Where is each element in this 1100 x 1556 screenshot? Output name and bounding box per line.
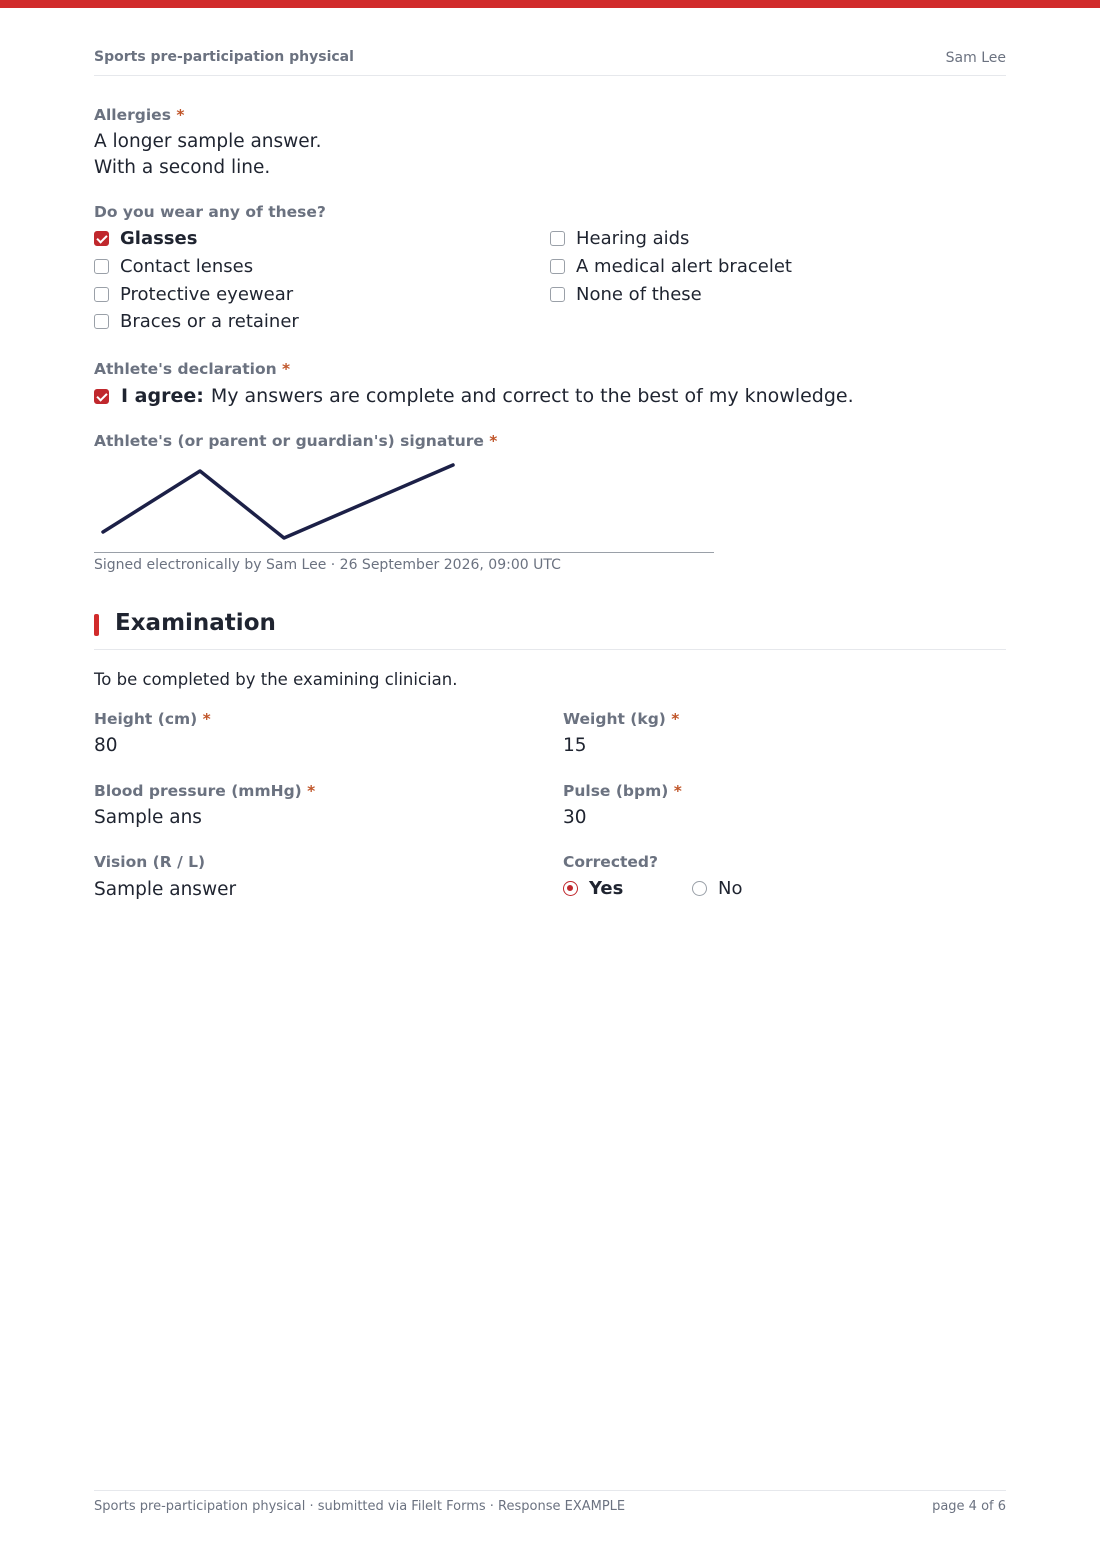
- signature-pad: [94, 458, 714, 553]
- wear-option-braces[interactable]: Braces or a retainer: [94, 311, 299, 332]
- section-accent-bar: [94, 614, 99, 636]
- height-value: 80: [94, 735, 118, 756]
- page-footer: [94, 1490, 1006, 1520]
- declaration-agree-checkbox[interactable]: I agree: My answers are complete and correct to the best of my knowledge.: [94, 385, 854, 407]
- checkbox-icon: [550, 259, 565, 274]
- form-title: Sports pre-participation physical: [94, 49, 354, 65]
- weight-value: 15: [563, 735, 587, 756]
- wear-option-hearing-aids[interactable]: Hearing aids: [550, 228, 689, 249]
- vision-label: Vision (R / L): [94, 853, 206, 871]
- respondent-name: Sam Lee: [945, 50, 1006, 66]
- checkbox-icon: [550, 287, 565, 302]
- vision-value: Sample answer: [94, 879, 237, 900]
- wear-option-glasses[interactable]: Glasses: [94, 228, 197, 249]
- required-mark: *: [282, 360, 291, 378]
- allergies-answer: A longer sample answer. With a second line.: [94, 131, 322, 178]
- checkbox-checked-icon: [94, 389, 109, 404]
- wear-label: Do you wear any of these?: [94, 203, 326, 221]
- corrected-option-no[interactable]: No: [692, 878, 742, 899]
- declaration-label: Athlete's declaration *: [94, 360, 291, 378]
- section-header-examination: [94, 609, 1006, 650]
- checkbox-icon: [550, 231, 565, 246]
- required-mark: *: [673, 782, 682, 800]
- wear-option-protective-eyewear[interactable]: Protective eyewear: [94, 284, 293, 305]
- corrected-option-yes[interactable]: Yes: [563, 878, 623, 899]
- signature-drawing: [94, 458, 714, 553]
- pulse-label: Pulse (bpm) *: [563, 782, 682, 800]
- required-mark: *: [489, 432, 498, 450]
- wear-option-none[interactable]: None of these: [550, 284, 702, 305]
- page-header: [94, 48, 1006, 76]
- checkbox-icon: [94, 259, 109, 274]
- corrected-label: Corrected?: [563, 853, 659, 871]
- top-accent-bar: [0, 0, 1100, 8]
- radio-selected-icon: [563, 881, 578, 896]
- page-number: page 4 of 6: [932, 1499, 1006, 1514]
- footer-info: Sports pre-participation physical · submitted via FileIt Forms · Response EXAMPLE: [94, 1499, 626, 1514]
- blood-pressure-label: Blood pressure (mmHg) *: [94, 782, 316, 800]
- examination-intro: To be completed by the examining clinician.: [94, 670, 458, 689]
- radio-icon: [692, 881, 707, 896]
- weight-label: Weight (kg) *: [563, 710, 680, 728]
- wear-option-medical-alert-bracelet[interactable]: A medical alert bracelet: [550, 256, 792, 277]
- checkbox-icon: [94, 314, 109, 329]
- signature-label: Athlete's (or parent or guardian's) signature *: [94, 432, 498, 450]
- wear-option-contact-lenses[interactable]: Contact lenses: [94, 256, 253, 277]
- checkbox-icon: [94, 287, 109, 302]
- blood-pressure-value: Sample ans: [94, 807, 202, 828]
- required-mark: *: [202, 710, 211, 728]
- allergies-label: Allergies *: [94, 106, 185, 124]
- section-title: Examination: [115, 610, 276, 636]
- required-mark: *: [176, 106, 185, 124]
- checkbox-checked-icon: [94, 231, 109, 246]
- required-mark: *: [671, 710, 680, 728]
- signed-electronically-note: Signed electronically by Sam Lee · 26 September 2026, 09:00 UTC: [94, 557, 561, 573]
- height-label: Height (cm) *: [94, 710, 211, 728]
- signature-stroke: [103, 465, 453, 538]
- pulse-value: 30: [563, 807, 587, 828]
- required-mark: *: [307, 782, 316, 800]
